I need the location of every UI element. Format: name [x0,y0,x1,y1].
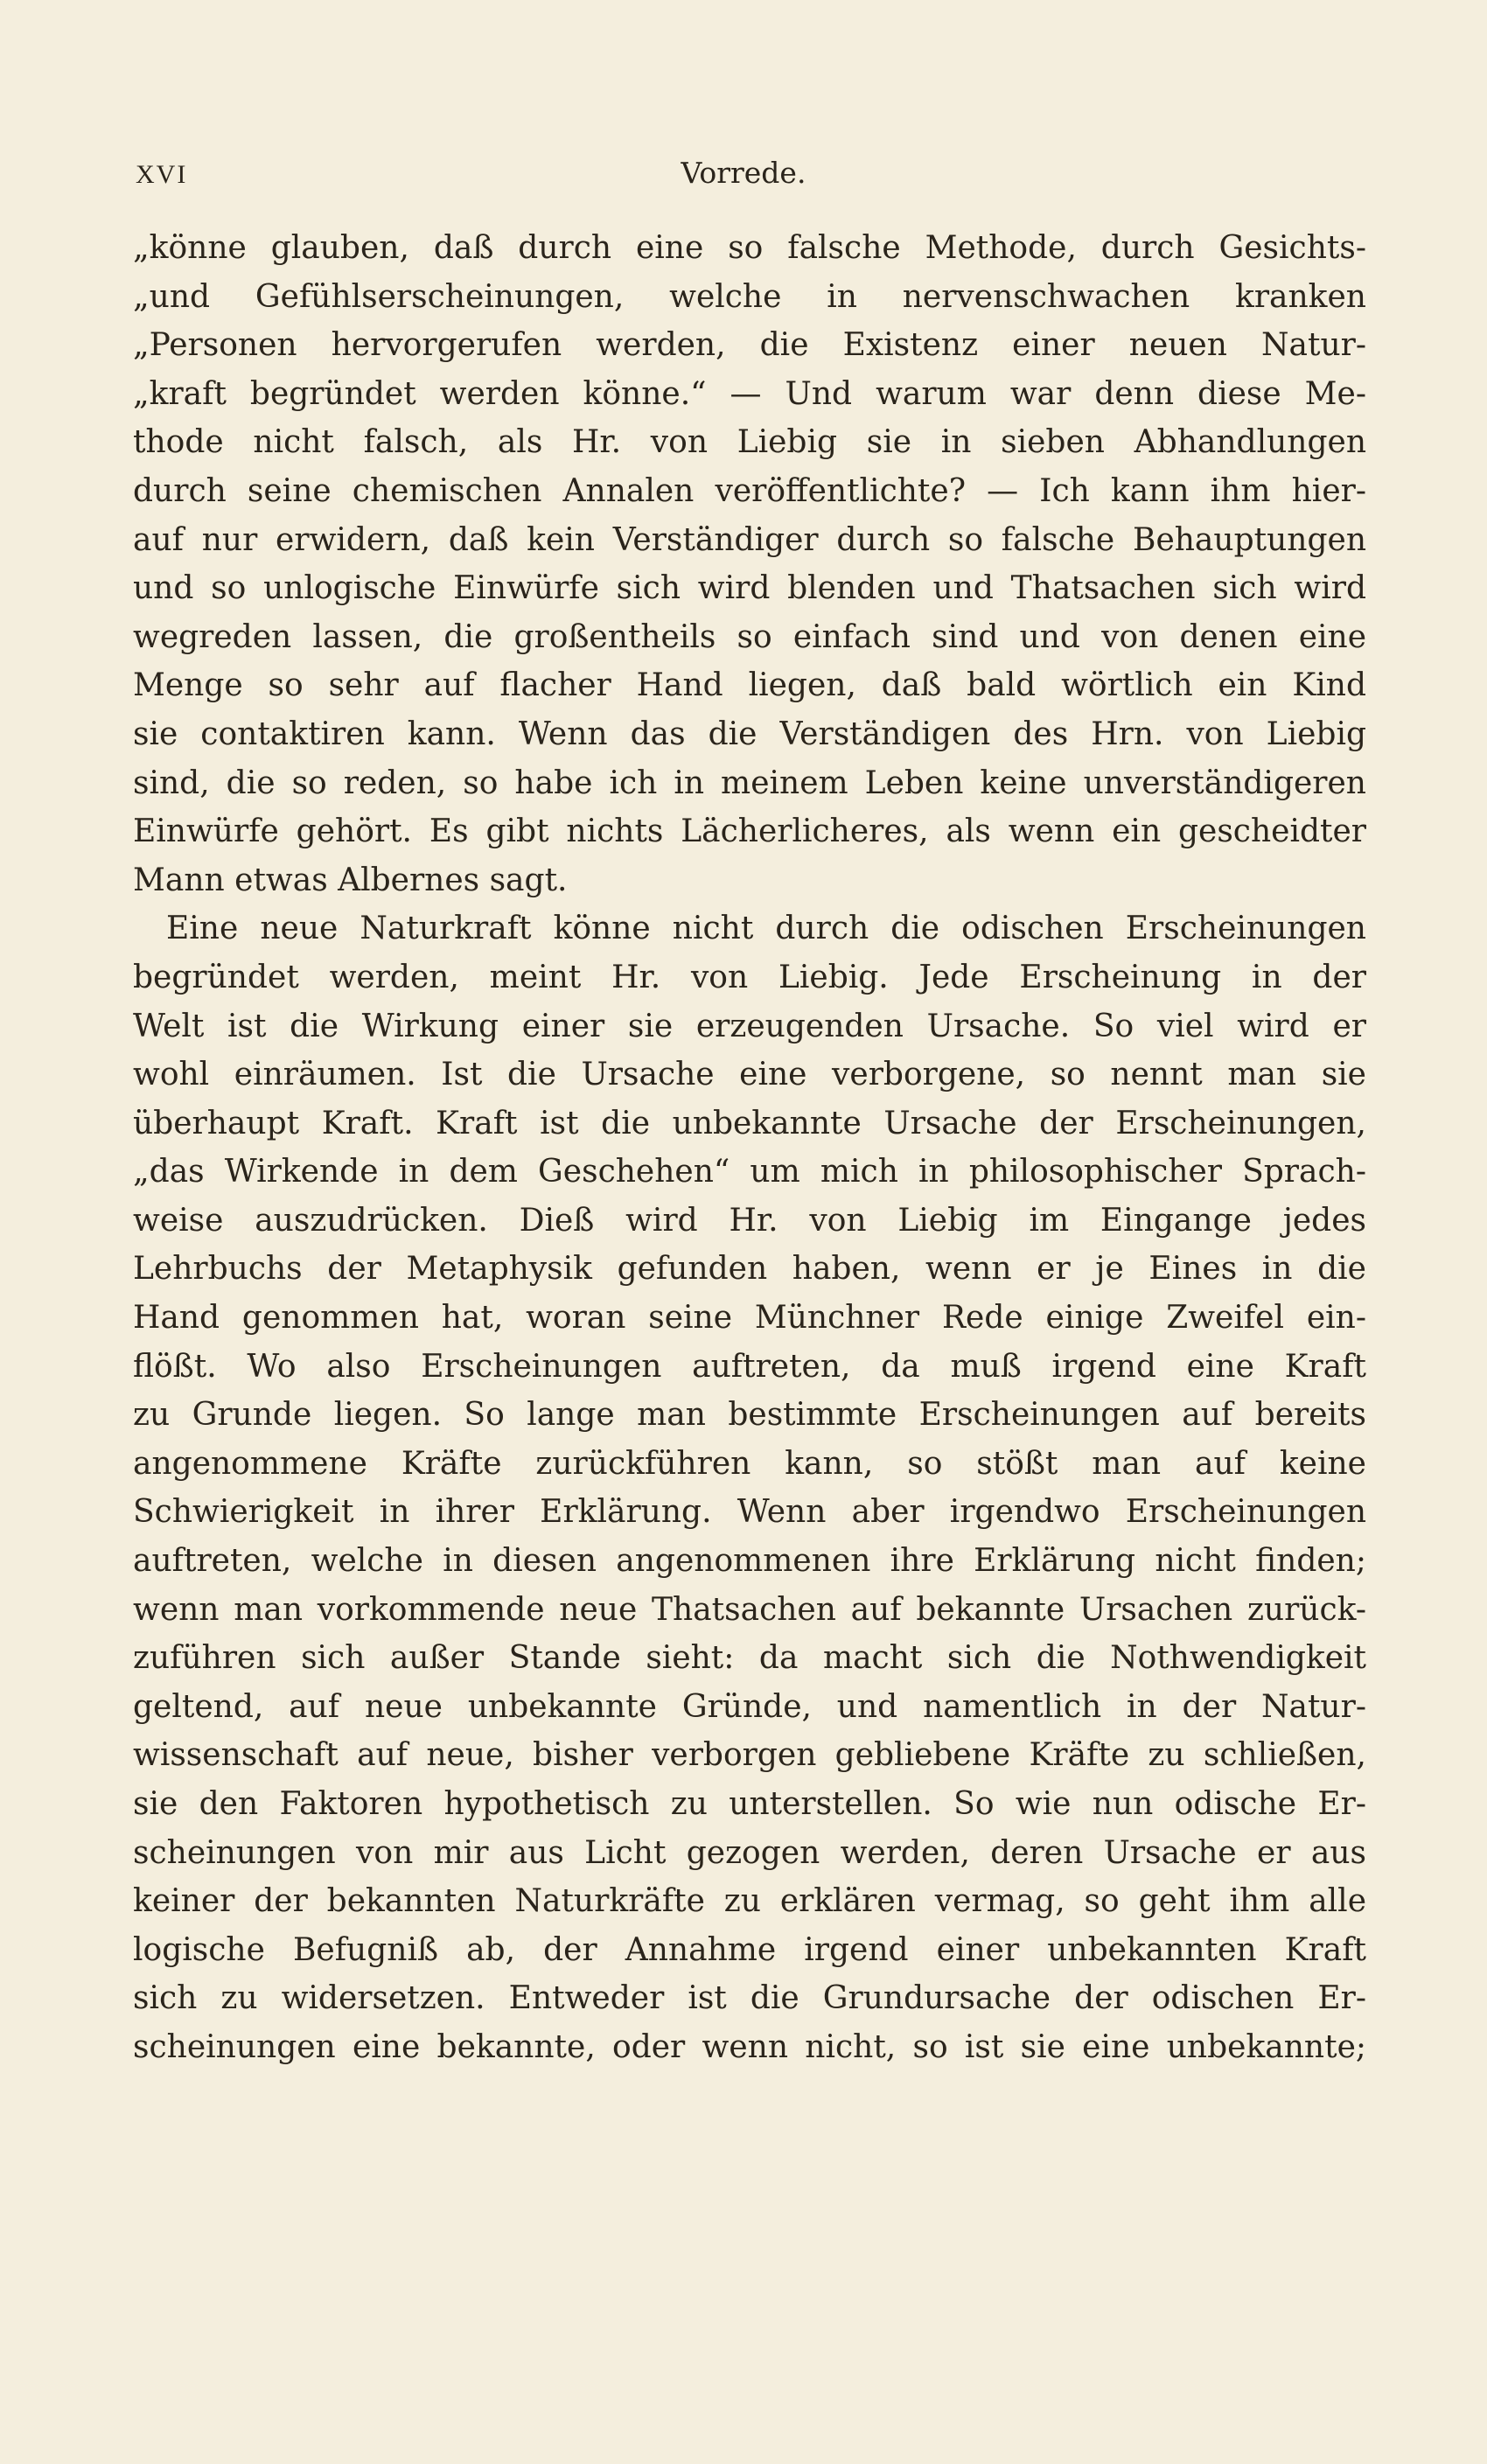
text-line: Menge so sehr auf flacher Hand liegen, daß bald wörtlich ein Kind [133,667,1366,704]
text-line: zuführen sich außer Stande sieht: da macht sich die Nothwendigkeit [133,1640,1366,1677]
text-line: wohl einräumen. Ist die Ursache eine verborgene, so nennt man sie [133,1057,1366,1093]
text-line: Lehrbuchs der Metaphysik gefunden haben, wenn er je Eines in die [133,1251,1366,1288]
text-line: flößt. Wo also Erscheinungen auftreten, da muß irgend eine Kraft [133,1348,1366,1385]
text-line: Hand genommen hat, woran seine Münchner Rede einige Zweifel ein- [133,1300,1366,1337]
text-line: angenommene Kräfte zurückführen kann, so stößt man auf keine [133,1445,1366,1482]
text-line: „und Gefühlserscheinungen, welche in nervenschwachen kranken [133,278,1366,315]
text-line: durch seine chemischen Annalen veröffentlichte? — Ich kann ihm hier- [133,472,1366,509]
text-line: Einwürfe gehört. Es gibt nichts Lächerlicheres, als wenn ein gescheidter [133,813,1366,850]
text-line: Mann etwas Albernes sagt. [133,862,568,898]
running-head: Vorrede. [681,156,806,190]
text-line: Welt ist die Wirkung einer sie erzeugenden Ursache. So viel wird er [133,1008,1366,1044]
body-text [133,224,1366,2072]
text-line: „Personen hervorgerufen werden, die Existenz einer neuen Natur- [133,327,1366,364]
text-line: und so unlogische Einwürfe sich wird blenden und Thatsachen sich wird [133,570,1366,607]
text-line: sie contaktiren kann. Wenn das die Verständigen des Hrn. von Liebig [133,715,1366,752]
text-line: Eine neue Naturkraft könne nicht durch die odischen Erscheinungen [166,911,1366,947]
text-line: geltend, auf neue unbekannte Gründe, und namentlich in der Natur- [133,1688,1366,1725]
text-line: sind, die so reden, so habe ich in meinem Leben keine unverständigeren [133,764,1366,801]
page-number: XVI [136,160,188,189]
text-line: thode nicht falsch, als Hr. von Liebig sie in sieben Abhandlungen [133,424,1366,461]
text-line: auf nur erwidern, daß kein Verständiger durch so falsche Behauptungen [133,521,1366,558]
text-line: „könne glauben, daß durch eine so falsche Methode, durch Gesichts- [133,230,1366,266]
text-line: zu Grunde liegen. So lange man bestimmte Erscheinungen auf bereits [133,1397,1366,1434]
text-line: scheinungen eine bekannte, oder wenn nicht, so ist sie eine unbekannte; [133,2028,1366,2065]
text-line: wissenschaft auf neue, bisher verborgen gebliebene Kräfte zu schließen, [133,1737,1366,1774]
text-line: scheinungen von mir aus Licht gezogen werden, deren Ursache er aus [133,1834,1366,1871]
text-line: sich zu widersetzen. Entweder ist die Grundursache der odischen Er- [133,1980,1366,2017]
text-line: Schwierigkeit in ihrer Erklärung. Wenn aber irgendwo Erscheinungen [133,1494,1366,1531]
text-line: keiner der bekannten Naturkräfte zu erklären vermag, so geht ihm alle [133,1883,1366,1920]
text-line: begründet werden, meint Hr. von Liebig. Jede Erscheinung in der [133,959,1366,995]
text-line: sie den Faktoren hypothetisch zu unterstellen. So wie nun odische Er- [133,1786,1366,1822]
text-line: „kraft begründet werden könne.“ — Und warum war denn diese Me- [133,375,1366,412]
text-line: überhaupt Kraft. Kraft ist die unbekannte Ursache der Erscheinungen, [133,1105,1366,1141]
text-line: weise auszudrücken. Dieß wird Hr. von Liebig im Eingange jedes [133,1202,1366,1239]
text-line: logische Befugniß ab, der Annahme irgend einer unbekannten Kraft [133,1931,1366,1968]
text-line: „das Wirkende in dem Geschehen“ um mich in philosophischer Sprach- [133,1154,1366,1190]
text-line: auftreten, welche in diesen angenommenen ihre Erklärung nicht finden; [133,1543,1366,1580]
text-line: wegreden lassen, die großentheils so einfach sind und von denen eine [133,618,1366,655]
text-line: wenn man vorkommende neue Thatsachen auf bekannte Ursachen zurück- [133,1591,1366,1628]
